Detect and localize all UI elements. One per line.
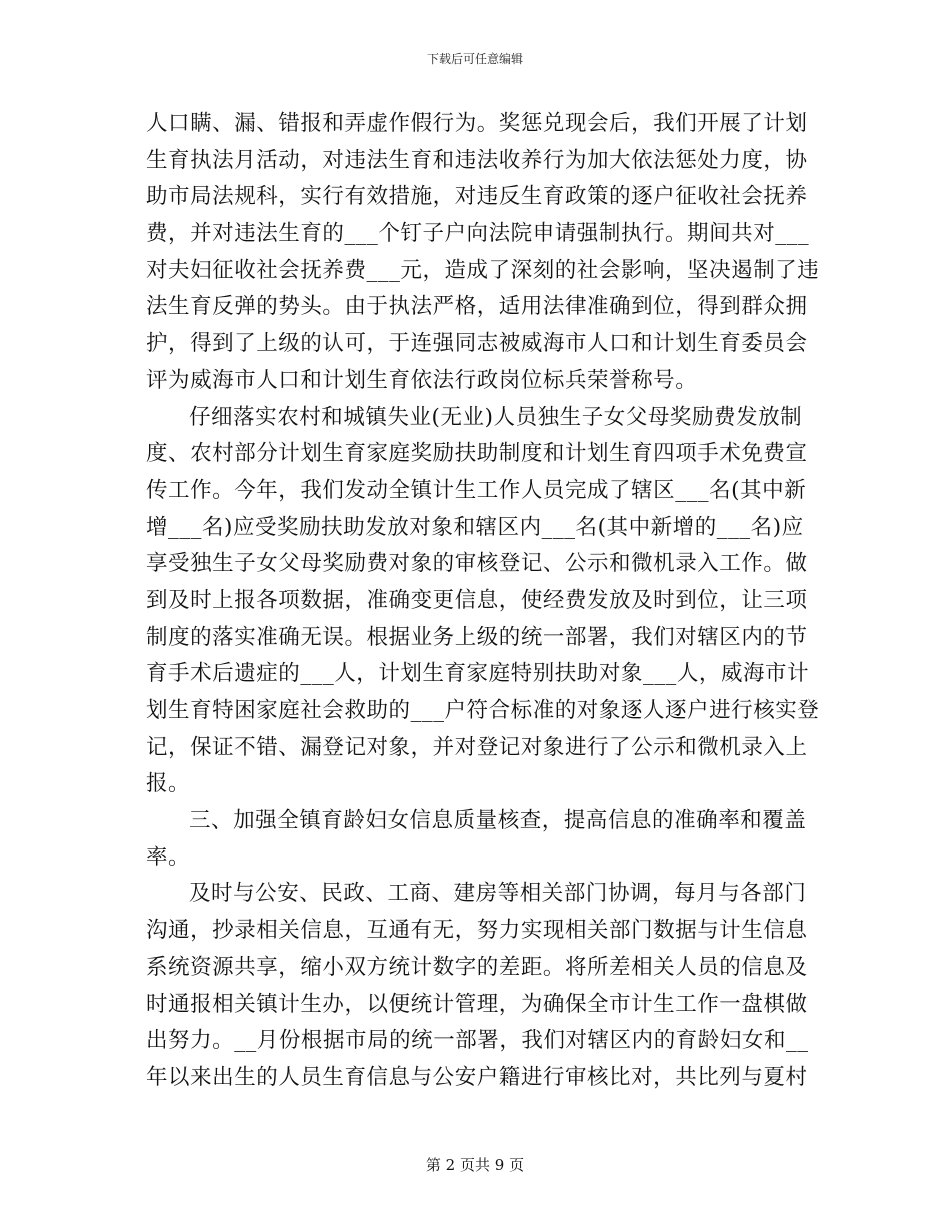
text-line: 费，并对违法生育的___个钉子户向法院申请强制执行。期间共对___ <box>146 221 810 247</box>
text-line: 传工作。今年，我们发动全镇计生工作人员完成了辖区___名(其中新 <box>146 477 807 503</box>
text-line: 享受独生子女父母奖励费对象的审核登记、公示和微机录入工作。做 <box>146 551 808 577</box>
text-line: 年以来出生的人员生育信息与公安户籍进行审核比对，共比列与夏村 <box>146 1064 808 1090</box>
text-line: 记，保证不错、漏登记对象，并对登记对象进行了公示和微机录入上 <box>146 734 808 760</box>
text-line: 报。 <box>146 771 191 797</box>
page-number: 第 2 页共 9 页 <box>425 1156 525 1174</box>
text-line: 育手术后遗症的___人，计划生育家庭特别扶助对象___人，威海市计 <box>146 661 810 687</box>
text-line: 人口瞒、漏、错报和弄虚作假行为。奖惩兑现会后，我们开展了计划 <box>146 111 808 136</box>
text-line: 生育执法月活动，对违法生育和违法收养行为加大依法惩处力度，协 <box>146 147 808 173</box>
text-line: 划生育特困家庭社会救助的___户符合标准的对象逐人逐户进行核实登 <box>146 698 820 723</box>
text-line: 出努力。__月份根据市局的统一部署，我们对辖区内的育龄妇女和__ <box>146 1028 809 1054</box>
text-line: 度、农村部分计划生育家庭奖励扶助制度和计划生育四项手术免费宣 <box>146 441 808 467</box>
text-line: 对夫妇征收社会抚养费___元，造成了深刻的社会影响，坚决遏制了违 <box>146 257 820 283</box>
text-line: 仔细落实农村和城镇失业(无业)人员独生子女父母奖励费发放制 <box>189 404 803 430</box>
text-line: 制度的落实准确无误。根据业务上级的统一部署，我们对辖区内的节 <box>146 624 808 650</box>
text-line: 及时与公安、民政、工商、建房等相关部门协调，每月与各部门 <box>189 881 807 907</box>
text-line: 沟通，抄录相关信息，互通有无，努力实现相关部门数据与计生信息 <box>146 918 808 944</box>
text-line: 系统资源共享，缩小双方统计数字的差距。将所差相关人员的信息及 <box>146 954 808 980</box>
text-line: 助市局法规科，实行有效措施，对违反生育政策的逐户征收社会抚养 <box>146 184 808 210</box>
page-header: 下载后可任意编辑 <box>426 52 523 66</box>
text-line: 三、加强全镇育龄妇女信息质量核查，提高信息的准确率和覆盖 <box>189 808 807 834</box>
text-line: 评为威海市人口和计划生育依法行政岗位标兵荣誉称号。 <box>146 367 698 393</box>
text-line: 时通报相关镇计生办，以便统计管理，为确保全市计生工作一盘棋做 <box>146 991 808 1017</box>
text-line: 增___名)应受奖励扶助发放对象和辖区内___名(其中新增的___名)应 <box>146 514 804 540</box>
document-body <box>146 106 820 1097</box>
text-line: 率。 <box>146 844 191 870</box>
text-line: 法生育反弹的势头。由于执法严格，适用法律准确到位，得到群众拥 <box>146 294 808 320</box>
text-line: 到及时上报各项数据，准确变更信息，使经费发放及时到位，让三项 <box>146 587 808 613</box>
text-line: 护，得到了上级的认可，于连强同志被威海市人口和计划生育委员会 <box>146 331 808 357</box>
